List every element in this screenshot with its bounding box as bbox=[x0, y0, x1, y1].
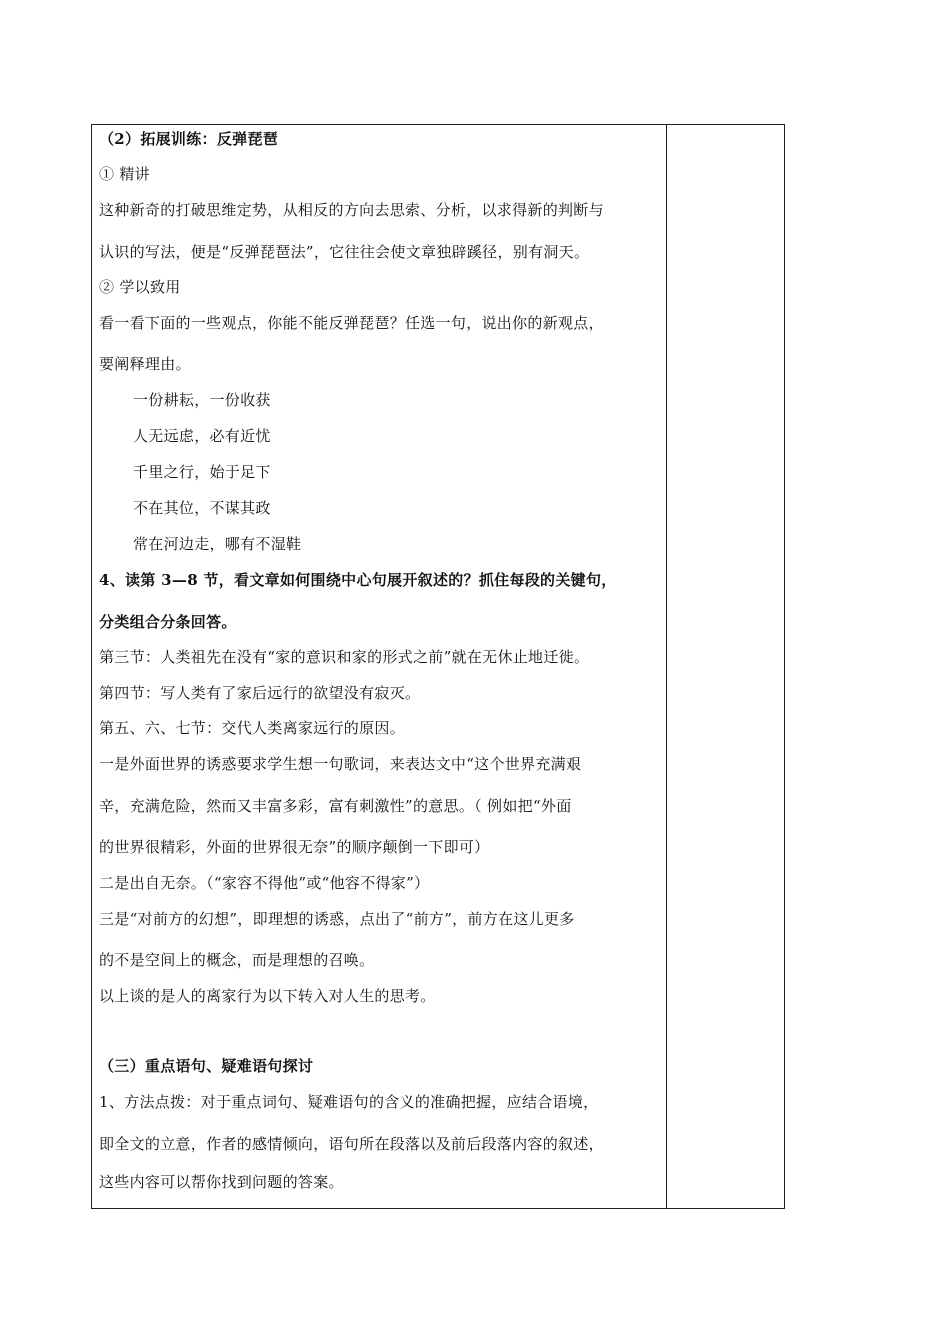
proverb-line: 不在其位，不谋其政 bbox=[133, 499, 271, 517]
proverb-line: 一份耕耘，一份收获 bbox=[133, 391, 271, 409]
text-line: 这种新奇的打破思维定势，从相反的方向去思索、分析，以求得新的判断与 bbox=[99, 201, 604, 219]
text-line: 即全文的立意，作者的感情倾向，语句所在段落以及前后段落内容的叙述， bbox=[99, 1135, 604, 1153]
text-line: 1、方法点拨：对于重点词句、疑难语句的含义的准确把握，应结合语境， bbox=[99, 1093, 599, 1111]
proverb-line: 人无远虑，必有近忧 bbox=[133, 427, 271, 445]
text-line: 要阐释理由。 bbox=[99, 355, 191, 373]
text-line: 一是外面世界的诱惑要求学生想一句歌词，来表达文中“这个世界充满艰 bbox=[99, 755, 582, 773]
text-line: 这些内容可以帮你找到问题的答案。 bbox=[99, 1173, 344, 1191]
text-line: 辛，充满危险，然而又丰富多彩，富有刺激性”的意思。（ 例如把“外面 bbox=[99, 797, 572, 815]
column-divider bbox=[666, 125, 667, 1208]
text-line: 三是“对前方的幻想”，即理想的诱惑，点出了“前方”，前方在这儿更多 bbox=[99, 910, 575, 928]
proverb-line: 千里之行，始于足下 bbox=[133, 463, 271, 481]
text-line: ② 学以致用 bbox=[99, 278, 181, 296]
text-line: 二是出自无奈。（“家容不得他”或“他容不得家”） bbox=[99, 874, 430, 892]
text-line: 第四节：写人类有了家后远行的欲望没有寂灭。 bbox=[99, 684, 421, 702]
text-line: 的世界很精彩，外面的世界很无奈”的顺序颠倒一下即可） bbox=[99, 838, 490, 856]
text-line: 第三节：人类祖先在没有“家的意识和家的形式之前”就在无休止地迁徙。 bbox=[99, 648, 590, 666]
text-line: ① 精讲 bbox=[99, 165, 150, 183]
section-heading: （三）重点语句、疑难语句探讨 bbox=[99, 1057, 314, 1075]
text-line: 以上谈的是人的离家行为以下转入对人生的思考。 bbox=[99, 987, 436, 1005]
text-line: （2）拓展训练：反弹琵琶 bbox=[99, 130, 279, 148]
text-line: 第五、六、七节：交代人类离家远行的原因。 bbox=[99, 719, 406, 737]
text-line: 看一看下面的一些观点，你能不能反弹琵琶？任选一句，说出你的新观点， bbox=[99, 314, 604, 332]
text-line: 的不是空间上的概念，而是理想的召唤。 bbox=[99, 951, 375, 969]
question-heading: 4、读第 3—8 节，看文章如何围绕中心句展开叙述的？抓住每段的关键句， bbox=[99, 571, 617, 589]
proverb-line: 常在河边走，哪有不湿鞋 bbox=[133, 535, 302, 553]
text-line: 认识的写法，便是“反弹琵琶法”，它往往会使文章独辟蹊径，别有洞天。 bbox=[99, 243, 590, 261]
question-heading: 分类组合分条回答。 bbox=[99, 613, 237, 631]
